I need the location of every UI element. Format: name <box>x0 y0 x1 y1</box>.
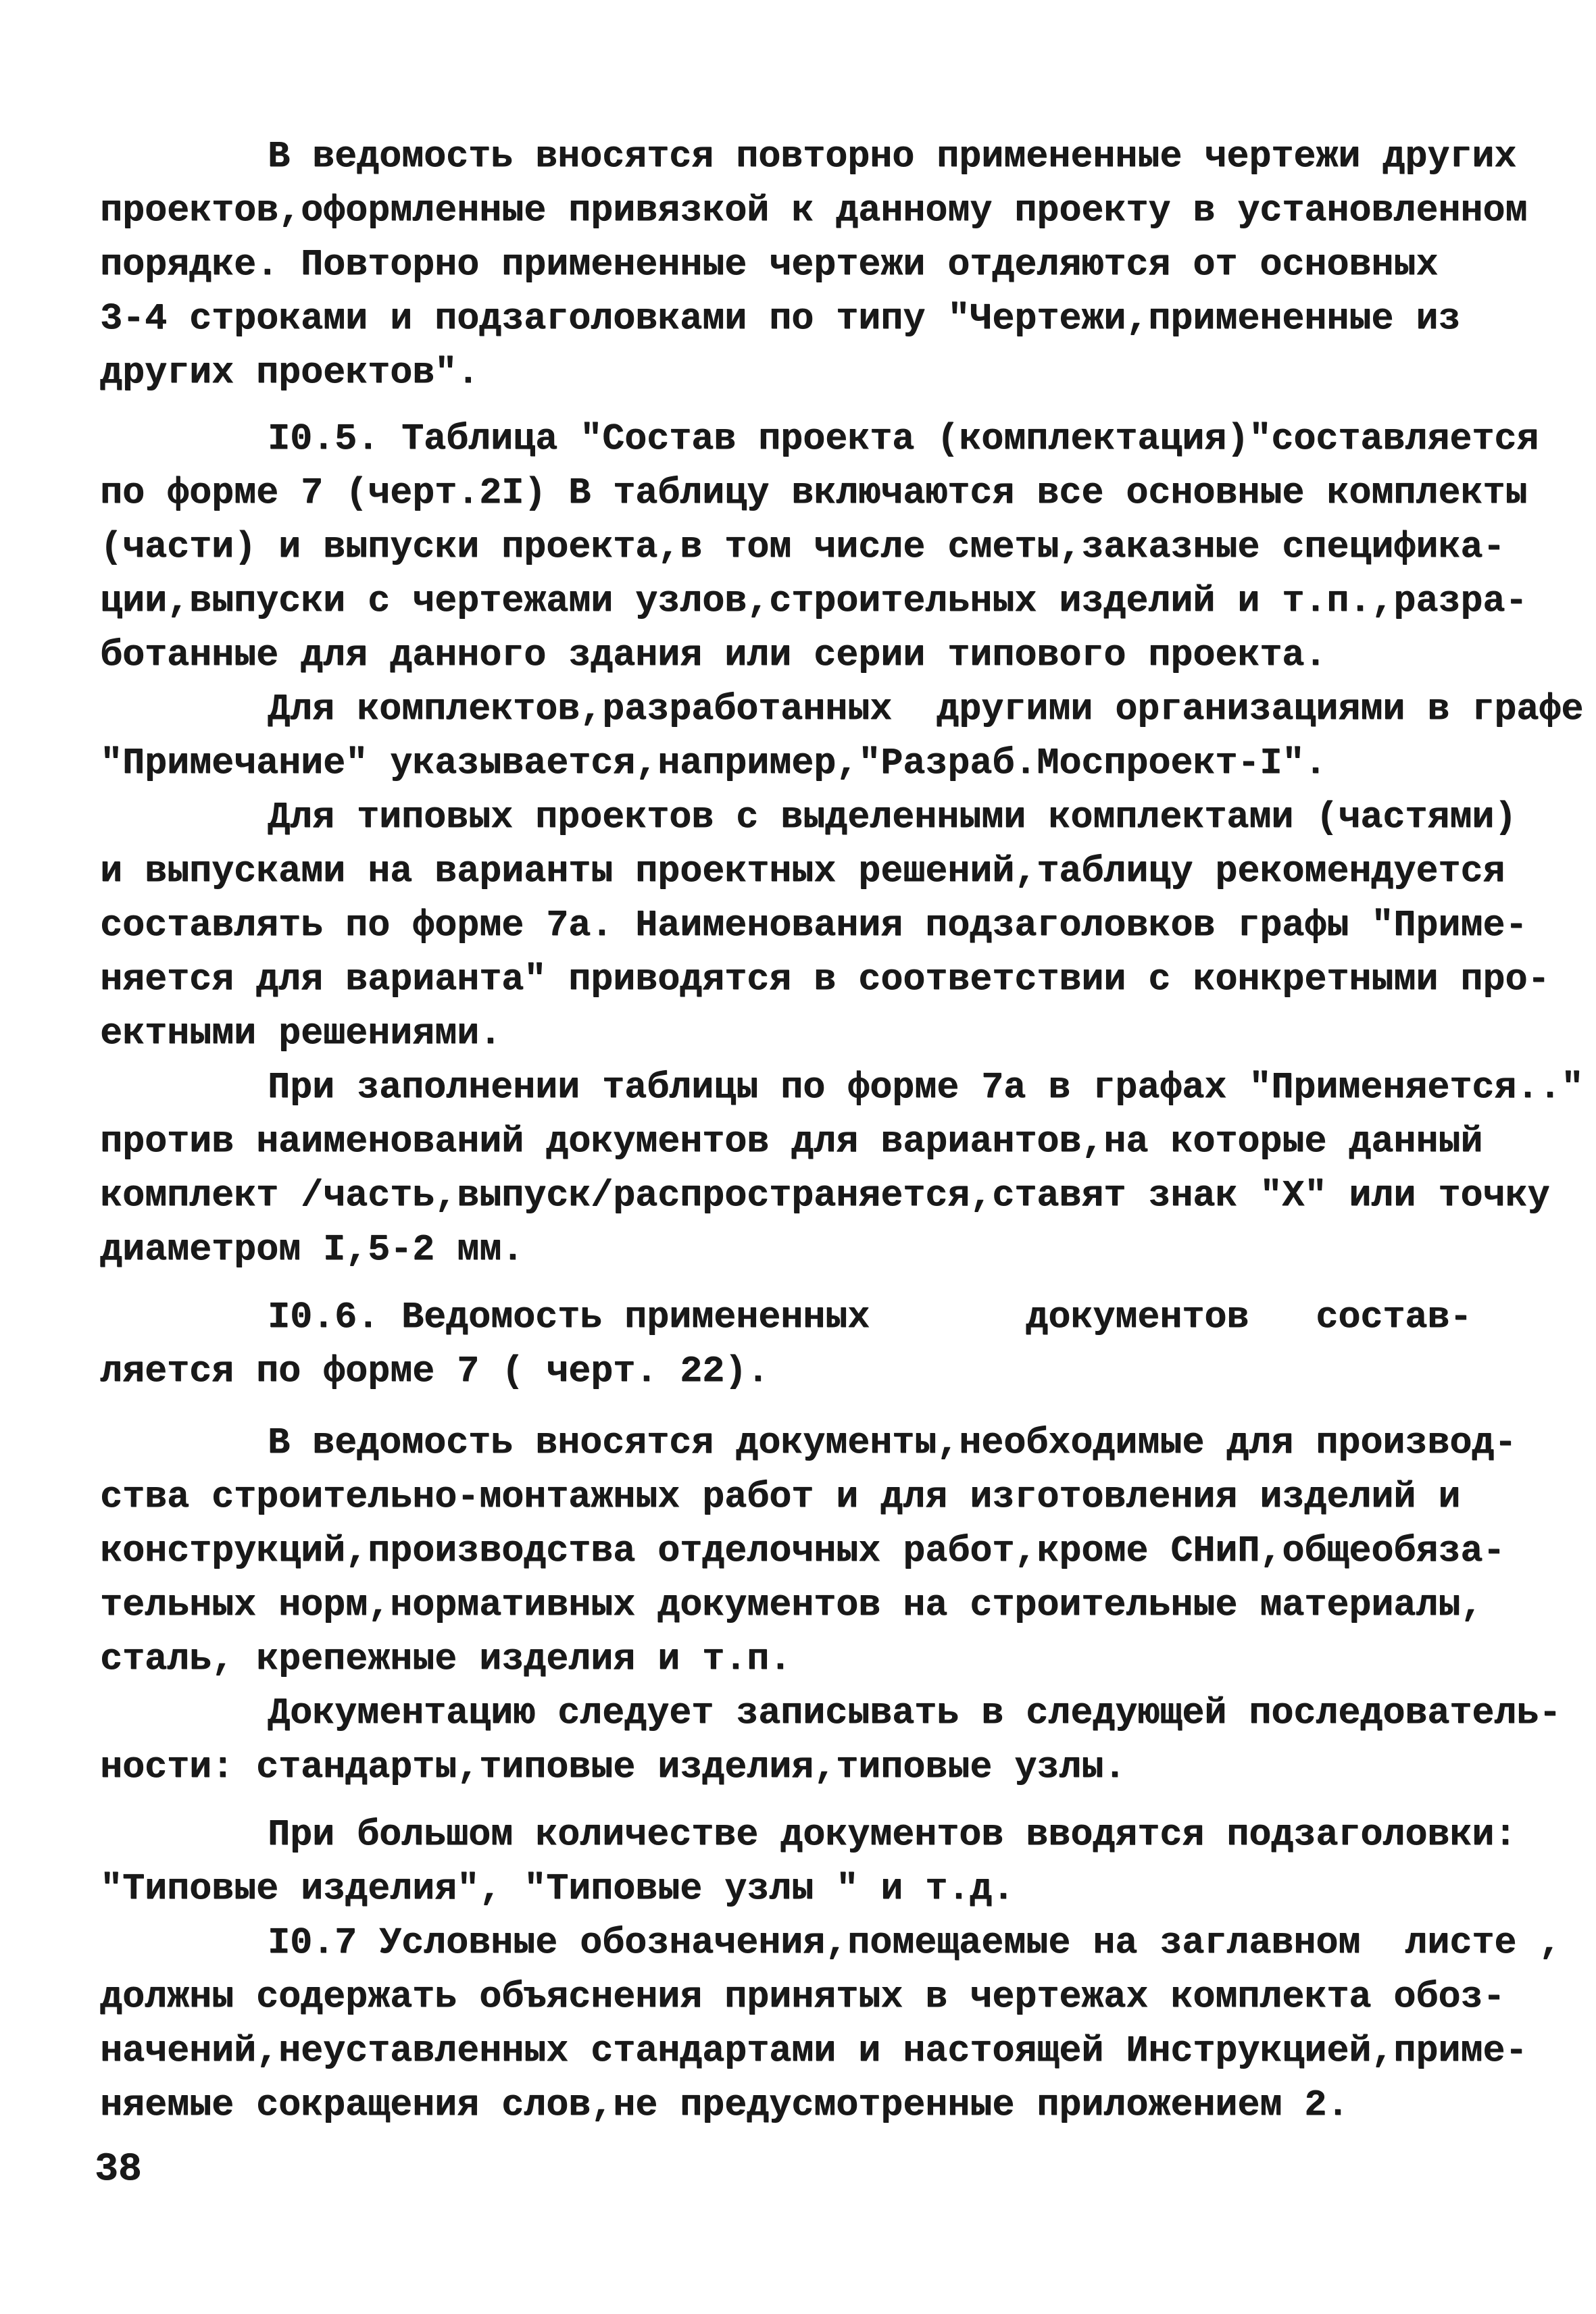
text-line: диаметром I,5-2 мм. <box>100 1228 524 1271</box>
text-line: составлять по форме 7а. Наименования подзаголовков графы "Приме- <box>100 904 1528 947</box>
paragraph <box>100 1808 1560 1916</box>
text-line: I0.6. Ведомость примененных документов состав- <box>268 1296 1472 1338</box>
text-line: I0.7 Условные обозначения,помещаемые на заглавном листе , <box>268 1921 1562 1964</box>
text-line: начений,неуставленных стандартами и настоящей Инструкцией,приме- <box>100 2030 1528 2072</box>
text-line: и выпусками на варианты проектных решений,таблицу рекомендуется <box>100 850 1505 892</box>
text-line: (части) и выпуски проекта,в том числе сметы,заказные специфика- <box>100 526 1505 568</box>
page-number: 38 <box>95 2148 142 2192</box>
text-line: I0.5. Таблица "Состав проекта (комплектация)"составляется <box>268 418 1539 460</box>
text-line: няется для варианта" приводятся в соответствии с конкретными про- <box>100 958 1550 1001</box>
paragraph <box>100 682 1584 790</box>
text-line: В ведомость вносятся повторно примененные чертежи других <box>268 135 1517 178</box>
text-line: против наименований документов для вариантов,на которые данный <box>100 1120 1483 1163</box>
paragraph <box>100 1416 1560 1686</box>
paragraph <box>100 130 1560 400</box>
paragraph <box>100 1916 1560 2132</box>
text-line: 3-4 строками и подзаголовками по типу "Чертежи,примененные из <box>100 297 1461 340</box>
text-line: ции,выпуски с чертежами узлов,строительных изделий и т.п.,разра- <box>100 580 1528 622</box>
text-line: сталь, крепежные изделия и т.п. <box>100 1638 792 1680</box>
paragraph <box>100 412 1560 682</box>
paragraph <box>100 790 1560 1061</box>
document-body <box>100 130 1584 2132</box>
text-line: проектов,оформленные привязкой к данному проекту в установленном <box>100 189 1528 232</box>
text-line: При заполнении таблицы по форме 7а в графах "Применяется.." <box>268 1066 1584 1109</box>
text-line: ляется по форме 7 ( черт. 22). <box>100 1350 770 1392</box>
text-line: При большом количестве документов вводятся подзаголовки: <box>268 1813 1517 1856</box>
text-line: по форме 7 (черт.2I) В таблицу включаются все основные комплекты <box>100 472 1528 514</box>
text-line: комплект /часть,выпуск/распространяется,ставят знак "Х" или точку <box>100 1174 1550 1217</box>
text-line: "Примечание" указывается,например,"Разраб.Моспроект-I". <box>100 742 1327 784</box>
paragraph <box>100 1686 1560 1794</box>
text-line: должны содержать объяснения принятых в чертежах комплекта обоз- <box>100 1976 1505 2018</box>
text-line: других проектов". <box>100 351 480 394</box>
text-line: тельных норм,нормативных документов на строительные материалы, <box>100 1584 1483 1626</box>
text-line: Для типовых проектов с выделенными комплектами (частями) <box>268 796 1517 838</box>
text-line: няемые сокращения слов,не предусмотренные приложением 2. <box>100 2084 1349 2126</box>
text-line: ектными решениями. <box>100 1012 502 1055</box>
text-line: порядке. Повторно примененные чертежи отделяются от основных <box>100 243 1439 286</box>
text-line: ства строительно-монтажных работ и для изготовления изделий и <box>100 1476 1461 1518</box>
text-line: конструкций,производства отделочных работ,кроме СНиП,общеобяза- <box>100 1530 1505 1572</box>
text-line: Документацию следует записывать в следующей последователь- <box>268 1692 1562 1734</box>
text-line: Для комплектов,разработанных другими организациями в графе <box>268 688 1584 730</box>
text-line: ботанные для данного здания или серии типового проекта. <box>100 634 1327 676</box>
text-line: В ведомость вносятся документы,необходимые для производ- <box>268 1422 1517 1464</box>
paragraph <box>100 1061 1584 1277</box>
text-line: ности: стандарты,типовые изделия,типовые узлы. <box>100 1746 1126 1788</box>
paragraph <box>100 1290 1560 1399</box>
text-line: "Типовые изделия", "Типовые узлы " и т.д. <box>100 1867 1015 1910</box>
